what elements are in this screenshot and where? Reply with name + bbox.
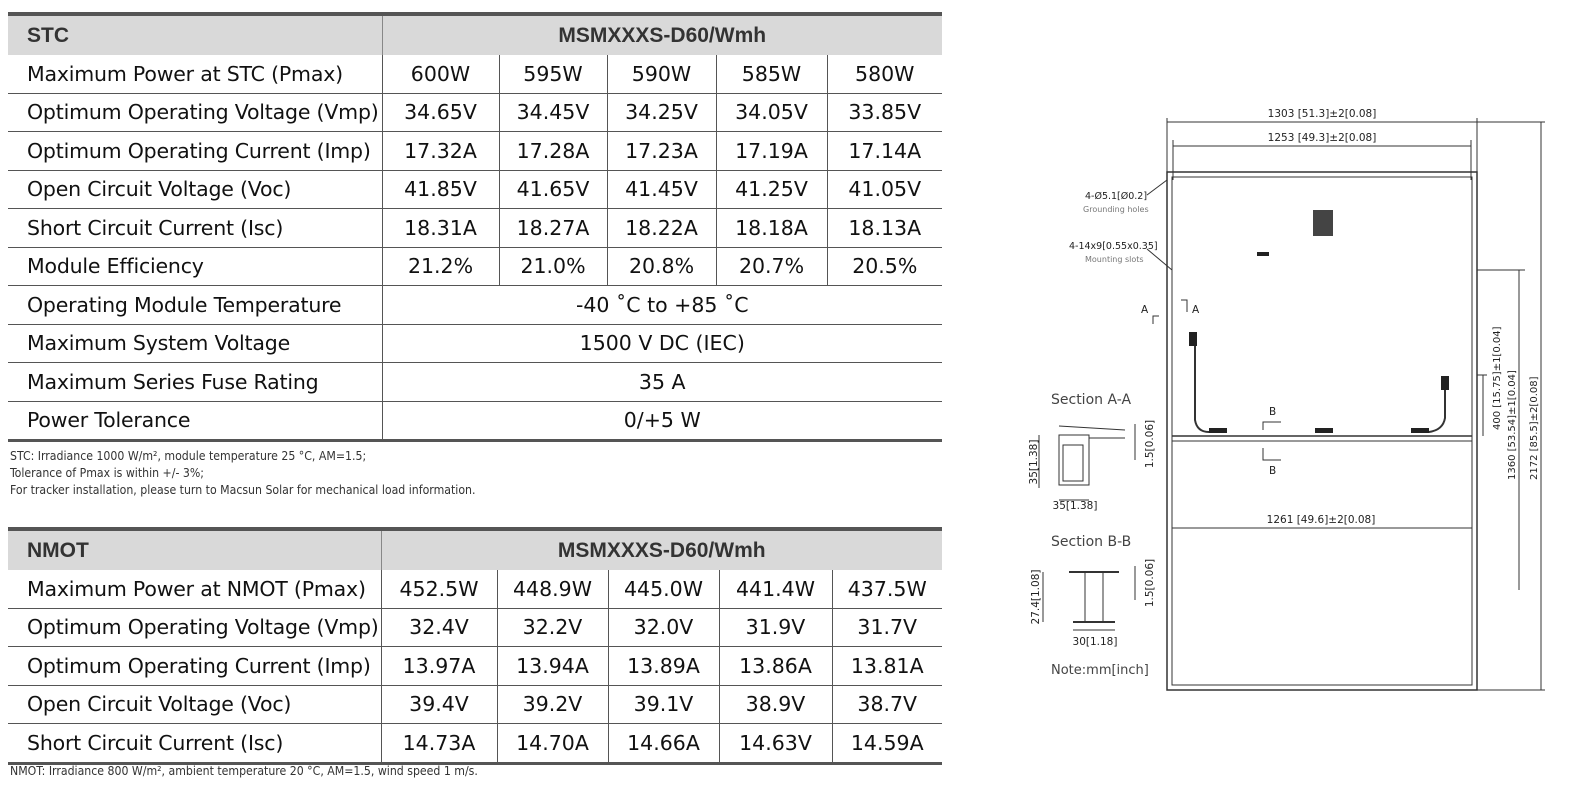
grounding-holes-caption: Grounding holes — [1083, 205, 1149, 214]
overall-width-label: 1303 [51.3]±2[0.08] — [1267, 108, 1377, 120]
stc-value-cell: 21.0% — [499, 247, 607, 286]
stc-value-cell: 41.45V — [607, 170, 716, 209]
stc-value-cell: 18.27A — [499, 209, 607, 248]
nmot-value-cell: 445.0W — [608, 570, 719, 608]
stc-value-cell: 41.05V — [827, 170, 942, 209]
dim-2172-label: 2172 [85.5]±2[0.08] — [1529, 376, 1540, 480]
nmot-value-cell: 39.1V — [608, 685, 719, 724]
nmot-row-label: Maximum Power at NMOT (Pmax) — [8, 570, 381, 608]
grounding-holes-label: 4-Ø5.1[Ø0.2] — [1085, 191, 1148, 202]
section-aa-width-label: 35[1.38] — [1052, 500, 1098, 512]
stc-value-cell: 34.45V — [499, 93, 607, 132]
section-aa-glass-line — [1059, 426, 1125, 430]
module-dimension-drawing — [1025, 100, 1555, 700]
stc-value-cell: 34.25V — [607, 93, 716, 132]
stc-value-cell: 590W — [607, 55, 716, 93]
nmot-value-cell: 14.70A — [497, 724, 608, 764]
section-b-marker-label: B — [1269, 406, 1277, 418]
stc-row — [8, 132, 942, 171]
label-plate-icon — [1313, 210, 1333, 236]
dim-400-label: 400 [15.75]±1[0.04] — [1492, 326, 1503, 430]
nmot-value-cell: 448.9W — [497, 570, 608, 608]
section-bb-thickness-label: 1.5[0.06] — [1144, 558, 1156, 608]
nmot-row — [8, 724, 942, 764]
stc-value-cell: 18.18A — [716, 209, 827, 248]
stc-value-cell: 17.23A — [607, 132, 716, 171]
nmot-model-heading: MSMXXXS-D60/Wmh — [381, 529, 942, 570]
connector-mark — [1209, 428, 1227, 433]
section-a-marker-label: A — [1141, 304, 1149, 316]
stc-value-cell: 18.31A — [382, 209, 499, 248]
mounting-slots-caption: Mounting slots — [1085, 255, 1144, 264]
stc-row-label: Module Efficiency — [8, 247, 382, 286]
nmot-value-cell: 14.66A — [608, 724, 719, 764]
stc-span-value-cell: 0/+5 W — [382, 401, 942, 441]
stc-row-label: Optimum Operating Voltage (Vmp) — [8, 93, 382, 132]
mounting-slot-mark — [1257, 252, 1269, 256]
section-a-marker-right — [1181, 300, 1187, 312]
section-a-marker-label: A — [1192, 304, 1200, 316]
stc-row-label: Open Circuit Voltage (Voc) — [8, 170, 382, 209]
grounding-holes-leader — [1147, 180, 1167, 195]
stc-note-line: Tolerance of Pmax is within +/- 3%; — [10, 466, 204, 480]
mounting-slots-leader — [1147, 249, 1172, 270]
stc-note-line: STC: Irradiance 1000 W/m², module temperature 25 °C, AM=1.5; — [10, 449, 367, 463]
dim-1360-label: 1360 [53.54]±1[0.04] — [1507, 370, 1518, 480]
nmot-row — [8, 647, 942, 686]
stc-value-cell: 21.2% — [382, 247, 499, 286]
nmot-row — [8, 570, 942, 608]
nmot-value-cell: 31.9V — [719, 608, 832, 647]
section-aa-thickness-label: 1.5[0.06] — [1144, 419, 1156, 469]
stc-row-label: Maximum System Voltage — [8, 324, 382, 363]
stc-value-cell: 600W — [382, 55, 499, 93]
nmot-table-wrapper — [8, 527, 942, 765]
stc-value-cell: 20.8% — [607, 247, 716, 286]
left-cable — [1195, 340, 1225, 432]
nmot-value-cell: 32.4V — [381, 608, 497, 647]
nmot-value-cell: 39.4V — [381, 685, 497, 724]
nmot-value-cell: 13.81A — [832, 647, 942, 686]
section-a-marker-left — [1153, 316, 1159, 324]
nmot-heading: NMOT — [8, 529, 381, 570]
inner-width-label: 1253 [49.3]±2[0.08] — [1267, 132, 1377, 144]
stc-value-cell: 17.28A — [499, 132, 607, 171]
stc-value-cell: 18.13A — [827, 209, 942, 248]
stc-value-cell: 34.65V — [382, 93, 499, 132]
section-bb-width-label: 30[1.18] — [1072, 636, 1118, 648]
stc-value-cell: 20.7% — [716, 247, 827, 286]
nmot-spec-table — [8, 527, 942, 765]
stc-row-label: Short Circuit Current (Isc) — [8, 209, 382, 248]
nmot-value-cell: 13.97A — [381, 647, 497, 686]
stc-table-wrapper — [8, 12, 942, 442]
stc-value-cell: 41.25V — [716, 170, 827, 209]
stc-row-label: Maximum Power at STC (Pmax) — [8, 55, 382, 93]
nmot-value-cell: 32.2V — [497, 608, 608, 647]
stc-value-cell: 41.85V — [382, 170, 499, 209]
nmot-value-cell: 14.59A — [832, 724, 942, 764]
stc-row-label: Maximum Series Fuse Rating — [8, 363, 382, 402]
section-b-marker-label: B — [1269, 465, 1277, 477]
stc-row-label: Operating Module Temperature — [8, 286, 382, 325]
nmot-value-cell: 452.5W — [381, 570, 497, 608]
nmot-value-cell: 31.7V — [832, 608, 942, 647]
nmot-value-cell: 13.89A — [608, 647, 719, 686]
nmot-row — [8, 685, 942, 724]
connector-mark — [1411, 428, 1429, 433]
section-aa-profile-inner — [1063, 445, 1083, 481]
connector-mark — [1315, 428, 1333, 433]
section-b-marker-bottom — [1263, 448, 1281, 460]
nmot-value-cell: 13.94A — [497, 647, 608, 686]
stc-row — [8, 55, 942, 93]
stc-value-cell: 17.14A — [827, 132, 942, 171]
section-b-marker-top — [1263, 422, 1281, 430]
stc-value-cell: 20.5% — [827, 247, 942, 286]
nmot-value-cell: 14.73A — [381, 724, 497, 764]
nmot-row-label: Optimum Operating Voltage (Vmp) — [8, 608, 381, 647]
stc-span-value-cell: -40 ˚C to +85 ˚C — [382, 286, 942, 325]
section-bb-title: Section B-B — [1051, 534, 1132, 550]
mounting-slots-label: 4-14x9[0.55x0.35] — [1069, 241, 1158, 252]
stc-note-line: For tracker installation, please turn to Macsun Solar for mechanical load information. — [10, 483, 476, 497]
stc-row — [8, 170, 942, 209]
stc-row — [8, 324, 942, 363]
stc-row-label: Power Tolerance — [8, 401, 382, 441]
nmot-value-cell: 437.5W — [832, 570, 942, 608]
stc-value-cell: 595W — [499, 55, 607, 93]
nmot-row-label: Open Circuit Voltage (Voc) — [8, 685, 381, 724]
nmot-row-label: Short Circuit Current (Isc) — [8, 724, 381, 764]
stc-span-value-cell: 1500 V DC (IEC) — [382, 324, 942, 363]
stc-spec-table — [8, 12, 942, 442]
stc-heading: STC — [8, 14, 382, 55]
stc-value-cell: 33.85V — [827, 93, 942, 132]
nmot-value-cell: 38.9V — [719, 685, 832, 724]
section-aa-title: Section A-A — [1051, 392, 1132, 408]
section-bb-height-label: 27.4[1.08] — [1030, 569, 1042, 625]
nmot-row — [8, 608, 942, 647]
stc-row — [8, 209, 942, 248]
stc-value-cell: 580W — [827, 55, 942, 93]
nmot-footnotes — [10, 763, 478, 780]
stc-row — [8, 247, 942, 286]
nmot-row-label: Optimum Operating Current (Imp) — [8, 647, 381, 686]
section-aa-height-label: 35[1.38] — [1028, 439, 1040, 485]
nmot-value-cell: 13.86A — [719, 647, 832, 686]
stc-row — [8, 363, 942, 402]
stc-row — [8, 93, 942, 132]
stc-value-cell: 34.05V — [716, 93, 827, 132]
stc-row-label: Optimum Operating Current (Imp) — [8, 132, 382, 171]
nmot-value-cell: 14.63V — [719, 724, 832, 764]
right-cable — [1417, 385, 1445, 432]
nmot-value-cell: 39.2V — [497, 685, 608, 724]
stc-value-cell: 585W — [716, 55, 827, 93]
stc-footnotes — [10, 448, 475, 499]
units-note: Note:mm[inch] — [1051, 663, 1149, 678]
stc-value-cell: 17.32A — [382, 132, 499, 171]
nmot-note-line: NMOT: Irradiance 800 W/m², ambient temperature 20 °C, AM=1.5, wind speed 1 m/s. — [10, 764, 478, 778]
connector-mark — [1441, 376, 1449, 390]
stc-span-value-cell: 35 A — [382, 363, 942, 402]
stc-value-cell: 41.65V — [499, 170, 607, 209]
stc-row — [8, 401, 942, 441]
stc-row — [8, 286, 942, 325]
stc-model-heading: MSMXXXS-D60/Wmh — [382, 14, 942, 55]
nmot-value-cell: 32.0V — [608, 608, 719, 647]
bar-width-label: 1261 [49.6]±2[0.08] — [1266, 514, 1376, 526]
stc-value-cell: 18.22A — [607, 209, 716, 248]
nmot-value-cell: 38.7V — [832, 685, 942, 724]
connector-mark — [1189, 332, 1197, 346]
nmot-value-cell: 441.4W — [719, 570, 832, 608]
stc-value-cell: 17.19A — [716, 132, 827, 171]
